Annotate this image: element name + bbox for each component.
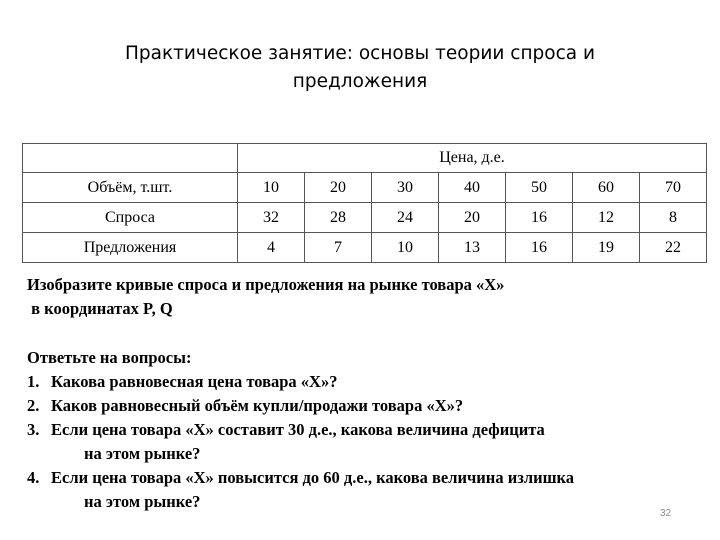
question-text: Каков равновесный объём купли/продажи товара «Х»? [51,396,464,415]
table-cell: 4 [238,233,305,263]
page-number: 32 [660,508,672,519]
table-row-demand [23,203,707,233]
table-row-supply [23,233,707,263]
question-text-continued: на этом рынке? [84,492,201,511]
row-label: Спроса [23,203,238,233]
table-cell: 24 [372,203,439,233]
task-text [27,273,707,321]
row-label: Предложения [23,233,238,263]
table-cell: 10 [238,173,305,203]
price-header: Цена, д.е. [238,144,707,173]
table-cell: 32 [238,203,305,233]
table-cell: 13 [439,233,506,263]
question-item [27,370,717,394]
questions-block [27,346,717,514]
slide-title [60,40,660,96]
table-cell: 8 [640,203,707,233]
table-cell: 7 [305,233,372,263]
question-text: Какова равновесная цена товара «Х»? [51,372,338,391]
task-line-2: в координатах P, Q [27,299,173,318]
question-number: 2. [27,396,40,415]
question-text: Если цена товара «Х» составит 30 д.е., какова величина дефицита [51,420,545,439]
row-label: Объём, т.шт. [23,173,238,203]
question-text-continued: на этом рынке? [84,444,201,463]
table-cell: 12 [573,203,640,233]
question-item [27,418,717,466]
question-number: 4. [27,468,40,487]
questions-heading: Ответьте на вопросы: [27,348,192,367]
table-cell: 40 [439,173,506,203]
table-cell: 22 [640,233,707,263]
table-cell: 20 [305,173,372,203]
table-cell: 16 [506,203,573,233]
table-header-row [23,144,707,173]
question-number: 3. [27,420,40,439]
table-cell: 10 [372,233,439,263]
table-cell: 50 [506,173,573,203]
supply-demand-table [22,143,707,263]
table-cell: 16 [506,233,573,263]
table-cell: 30 [372,173,439,203]
table-cell: 28 [305,203,372,233]
table-corner-cell [23,144,238,173]
table-cell: 70 [640,173,707,203]
table-cell: 60 [573,173,640,203]
table-cell: 20 [439,203,506,233]
question-item [27,394,717,418]
task-line-1: Изобразите кривые спроса и предложения на рынке товара «Х» [27,275,505,294]
table-row-volume [23,173,707,203]
question-text: Если цена товара «Х» повысится до 60 д.е., какова величина излишка [51,468,575,487]
slide-title-line-2: предложения [292,71,428,92]
slide-title-line-1: Практическое занятие: основы теории спроса и [124,43,596,64]
question-number: 1. [27,372,40,391]
table-cell: 19 [573,233,640,263]
question-item [27,466,717,514]
